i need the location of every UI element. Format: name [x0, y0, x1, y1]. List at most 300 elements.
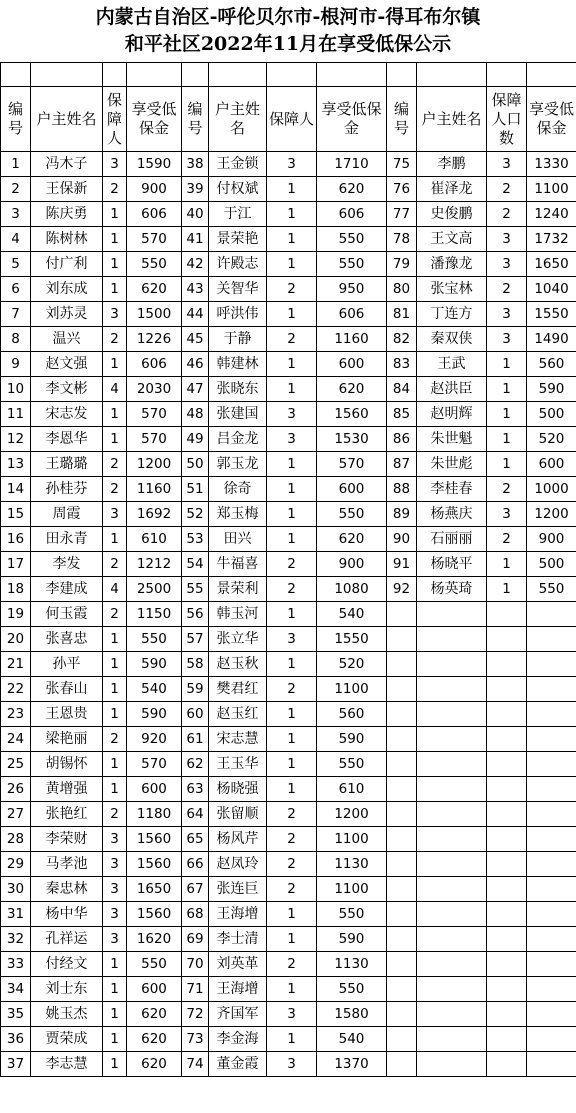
cell-name: 赵凤玲: [209, 852, 267, 877]
cell-name: 张艳红: [31, 802, 103, 827]
cell-amount: 500: [527, 552, 576, 577]
cell-amount: 1692: [127, 502, 182, 527]
cell-name: 秦双侠: [417, 327, 487, 352]
cell-id: 55: [182, 577, 209, 602]
cell-count: 3: [487, 302, 527, 327]
cell-count: [487, 877, 527, 902]
cell-name: 付权斌: [209, 177, 267, 202]
cell-amount: 1590: [127, 152, 182, 177]
table-row: [1, 227, 576, 252]
cell-id: 52: [182, 502, 209, 527]
cell-name: [417, 1027, 487, 1052]
cell-id: [387, 627, 417, 652]
cell-amount: 1550: [527, 302, 576, 327]
cell-name: [417, 877, 487, 902]
cell-count: 1: [267, 352, 317, 377]
cell-amount: 550: [127, 627, 182, 652]
cell-amount: [527, 727, 576, 752]
cell-amount: 1100: [317, 827, 387, 852]
table-row: [1, 827, 576, 852]
cell-name: 陈树林: [31, 227, 103, 252]
cell-count: 1: [103, 277, 127, 302]
cell-name: 李发: [31, 552, 103, 577]
cell-id: [387, 902, 417, 927]
cell-amount: 1160: [127, 477, 182, 502]
cell-amount: 520: [317, 652, 387, 677]
cell-name: 赵文强: [31, 352, 103, 377]
table-row: [1, 152, 576, 177]
cell-amount: 1200: [527, 502, 576, 527]
cell-name: 郭玉龙: [209, 452, 267, 477]
cell-name: [417, 727, 487, 752]
cell-count: 3: [103, 827, 127, 852]
cell-name: 牛福喜: [209, 552, 267, 577]
cell-id: 61: [182, 727, 209, 752]
cell-id: 23: [1, 702, 31, 727]
cell-id: 18: [1, 577, 31, 602]
cell-id: 64: [182, 802, 209, 827]
cell-amount: [527, 702, 576, 727]
cell-amount: 600: [127, 977, 182, 1002]
cell-id: [387, 802, 417, 827]
cell-amount: [527, 827, 576, 852]
cell-name: [417, 602, 487, 627]
table-row: [1, 652, 576, 677]
cell-name: 齐国军: [209, 1002, 267, 1027]
cell-id: [387, 1052, 417, 1077]
cell-count: 2: [267, 827, 317, 852]
cell-count: [487, 652, 527, 677]
cell-name: 赵洪臣: [417, 377, 487, 402]
cell-name: 何玉霞: [31, 602, 103, 627]
cell-amount: 1040: [527, 277, 576, 302]
table-row: [1, 202, 576, 227]
cell-id: 76: [387, 177, 417, 202]
cell-count: [487, 627, 527, 652]
cell-amount: 1100: [317, 677, 387, 702]
cell-id: [387, 752, 417, 777]
cell-amount: 620: [317, 177, 387, 202]
cell-name: 冯木子: [31, 152, 103, 177]
cell-id: 29: [1, 852, 31, 877]
table-row: [1, 302, 576, 327]
cell-amount: [527, 602, 576, 627]
cell-id: 71: [182, 977, 209, 1002]
cell-name: 景荣艳: [209, 227, 267, 252]
cell-count: 1: [487, 402, 527, 427]
cell-id: [387, 927, 417, 952]
cell-count: [487, 1002, 527, 1027]
cell-amount: [527, 802, 576, 827]
cell-name: 孙平: [31, 652, 103, 677]
cell-amount: 540: [317, 602, 387, 627]
cell-name: 王文高: [417, 227, 487, 252]
cell-amount: 1500: [127, 302, 182, 327]
cell-amount: 606: [317, 302, 387, 327]
cell-name: 吕金龙: [209, 427, 267, 452]
cell-name: [417, 927, 487, 952]
cell-name: 李恩华: [31, 427, 103, 452]
header-amount: 享受低保金: [127, 87, 182, 152]
cell-name: [417, 777, 487, 802]
cell-count: [487, 977, 527, 1002]
cell-name: 张喜忠: [31, 627, 103, 652]
table-row: [1, 852, 576, 877]
cell-amount: 1370: [317, 1052, 387, 1077]
cell-name: 关智华: [209, 277, 267, 302]
cell-count: 3: [267, 427, 317, 452]
cell-amount: 550: [317, 252, 387, 277]
cell-amount: 1560: [127, 902, 182, 927]
cell-amount: 550: [127, 952, 182, 977]
cell-name: 樊君红: [209, 677, 267, 702]
cell-name: 刘东成: [31, 277, 103, 302]
cell-name: 杨晓强: [209, 777, 267, 802]
cell-amount: 540: [317, 1027, 387, 1052]
cell-amount: 520: [527, 427, 576, 452]
cell-count: 1: [487, 552, 527, 577]
header-id: 编号: [1, 87, 31, 152]
cell-id: 57: [182, 627, 209, 652]
cell-name: 杨中华: [31, 902, 103, 927]
cell-id: 62: [182, 752, 209, 777]
cell-count: 1: [103, 752, 127, 777]
cell-count: [487, 927, 527, 952]
cell-count: 1: [487, 352, 527, 377]
cell-name: [417, 652, 487, 677]
cell-count: 1: [267, 927, 317, 952]
cell-name: 张宝林: [417, 277, 487, 302]
cell-name: 崔泽龙: [417, 177, 487, 202]
cell-name: 温兴: [31, 327, 103, 352]
cell-amount: 2030: [127, 377, 182, 402]
cell-id: 13: [1, 452, 31, 477]
cell-id: 14: [1, 477, 31, 502]
cell-amount: 550: [317, 227, 387, 252]
cell-id: 3: [1, 202, 31, 227]
cell-amount: 550: [317, 977, 387, 1002]
cell-count: 1: [487, 377, 527, 402]
cell-amount: 900: [527, 527, 576, 552]
cell-count: 4: [103, 577, 127, 602]
cell-name: 付广利: [31, 252, 103, 277]
cell-id: 11: [1, 402, 31, 427]
cell-id: 32: [1, 927, 31, 952]
cell-amount: 500: [527, 402, 576, 427]
cell-name: 徐奇: [209, 477, 267, 502]
cell-amount: 1000: [527, 477, 576, 502]
cell-name: [417, 627, 487, 652]
cell-count: 1: [267, 752, 317, 777]
cell-name: 姚玉杰: [31, 1002, 103, 1027]
cell-amount: 1160: [317, 327, 387, 352]
cell-name: 丁连方: [417, 302, 487, 327]
cell-id: 58: [182, 652, 209, 677]
cell-amount: 590: [127, 652, 182, 677]
cell-amount: 1130: [317, 852, 387, 877]
cell-id: [387, 877, 417, 902]
cell-count: 2: [103, 477, 127, 502]
cell-amount: [527, 1052, 576, 1077]
cell-id: 40: [182, 202, 209, 227]
cell-id: 79: [387, 252, 417, 277]
cell-id: 51: [182, 477, 209, 502]
table-row: [1, 752, 576, 777]
cell-id: [387, 677, 417, 702]
cell-name: 于静: [209, 327, 267, 352]
cell-id: [387, 852, 417, 877]
header-count: 保障人: [267, 87, 317, 152]
cell-id: [387, 727, 417, 752]
cell-id: 42: [182, 252, 209, 277]
cell-amount: 600: [317, 352, 387, 377]
cell-count: 2: [103, 602, 127, 627]
cell-count: [487, 777, 527, 802]
cell-count: [487, 952, 527, 977]
cell-amount: [527, 652, 576, 677]
table-row: [1, 402, 576, 427]
cell-count: [487, 902, 527, 927]
cell-count: 2: [487, 202, 527, 227]
cell-count: 2: [103, 327, 127, 352]
cell-count: 2: [103, 802, 127, 827]
cell-count: 2: [267, 952, 317, 977]
cell-id: 15: [1, 502, 31, 527]
cell-amount: 1710: [317, 152, 387, 177]
table-row: [1, 177, 576, 202]
table-row: [1, 577, 576, 602]
cell-id: 63: [182, 777, 209, 802]
cell-id: 21: [1, 652, 31, 677]
cell-name: 孙桂芬: [31, 477, 103, 502]
cell-id: 6: [1, 277, 31, 302]
cell-amount: 620: [317, 377, 387, 402]
cell-amount: 606: [127, 352, 182, 377]
cell-name: 李鹏: [417, 152, 487, 177]
cell-name: 宋志发: [31, 402, 103, 427]
header-count: 保障人: [103, 87, 127, 152]
cell-name: [417, 702, 487, 727]
cell-id: [387, 1027, 417, 1052]
cell-name: 王武: [417, 352, 487, 377]
cell-count: 2: [267, 327, 317, 352]
cell-amount: 610: [317, 777, 387, 802]
header-name: 户主姓名: [417, 87, 487, 152]
cell-amount: 1100: [527, 177, 576, 202]
cell-amount: 570: [317, 452, 387, 477]
table-row: [1, 377, 576, 402]
cell-count: 3: [487, 227, 527, 252]
cell-amount: [527, 902, 576, 927]
cell-count: 3: [103, 152, 127, 177]
cell-id: 35: [1, 1002, 31, 1027]
cell-count: 1: [267, 377, 317, 402]
cell-amount: 620: [127, 1002, 182, 1027]
cell-amount: 2500: [127, 577, 182, 602]
header-amount: 享受低保金: [527, 87, 576, 152]
cell-name: [417, 752, 487, 777]
cell-amount: [527, 777, 576, 802]
cell-name: 田兴: [209, 527, 267, 552]
cell-id: 22: [1, 677, 31, 702]
cell-id: 72: [182, 1002, 209, 1027]
cell-name: 李建成: [31, 577, 103, 602]
cell-id: 43: [182, 277, 209, 302]
cell-name: 李志慧: [31, 1052, 103, 1077]
header-count: 保障人口数: [487, 87, 527, 152]
cell-amount: 1180: [127, 802, 182, 827]
cell-id: 87: [387, 452, 417, 477]
header-id: 编号: [182, 87, 209, 152]
cell-count: 3: [267, 1052, 317, 1077]
cell-name: 许殿志: [209, 252, 267, 277]
cell-id: [387, 777, 417, 802]
table-row: [1, 927, 576, 952]
table-row: [1, 677, 576, 702]
table-body: [1, 152, 576, 1077]
table-row: [1, 952, 576, 977]
cell-name: [417, 1052, 487, 1077]
cell-count: 3: [487, 502, 527, 527]
cell-id: 41: [182, 227, 209, 252]
cell-name: [417, 1002, 487, 1027]
cell-name: 王保新: [31, 177, 103, 202]
cell-count: 1: [103, 652, 127, 677]
cell-amount: 620: [127, 1027, 182, 1052]
cell-count: 1: [267, 227, 317, 252]
cell-id: 67: [182, 877, 209, 902]
cell-count: 1: [267, 477, 317, 502]
cell-id: 39: [182, 177, 209, 202]
cell-amount: [527, 1027, 576, 1052]
cell-id: 73: [182, 1027, 209, 1052]
cell-name: 刘士东: [31, 977, 103, 1002]
cell-id: [387, 1002, 417, 1027]
table-row: [1, 327, 576, 352]
cell-count: 3: [267, 1002, 317, 1027]
cell-id: [387, 652, 417, 677]
table-row: [1, 502, 576, 527]
cell-id: 33: [1, 952, 31, 977]
cell-amount: [527, 877, 576, 902]
cell-amount: 1650: [127, 877, 182, 902]
cell-count: 1: [103, 1002, 127, 1027]
cell-id: 85: [387, 402, 417, 427]
cell-count: 1: [103, 352, 127, 377]
cell-name: 朱世彪: [417, 452, 487, 477]
cell-name: 韩玉河: [209, 602, 267, 627]
cell-name: 呼洪伟: [209, 302, 267, 327]
header-id: 编号: [387, 87, 417, 152]
cell-name: 王恩贵: [31, 702, 103, 727]
table-row: [1, 552, 576, 577]
cell-count: 1: [267, 902, 317, 927]
table-row: [1, 1002, 576, 1027]
cell-name: 刘苏灵: [31, 302, 103, 327]
cell-amount: 590: [127, 702, 182, 727]
cell-count: 1: [487, 427, 527, 452]
cell-id: 66: [182, 852, 209, 877]
cell-count: 1: [267, 1027, 317, 1052]
cell-count: 1: [267, 502, 317, 527]
cell-count: 3: [487, 152, 527, 177]
cell-amount: 1240: [527, 202, 576, 227]
cell-id: 80: [387, 277, 417, 302]
cell-amount: [527, 977, 576, 1002]
table-row: [1, 1052, 576, 1077]
cell-name: 张立华: [209, 627, 267, 652]
cell-name: 朱世魁: [417, 427, 487, 452]
cell-name: 张建国: [209, 402, 267, 427]
table-row: [1, 352, 576, 377]
cell-id: 83: [387, 352, 417, 377]
cell-name: [417, 852, 487, 877]
cell-count: 2: [487, 477, 527, 502]
table-row: [1, 902, 576, 927]
cell-count: 2: [267, 552, 317, 577]
cell-count: [487, 727, 527, 752]
cell-count: 2: [103, 727, 127, 752]
cell-count: 2: [267, 577, 317, 602]
cell-name: 王海增: [209, 902, 267, 927]
cell-count: 3: [103, 302, 127, 327]
cell-name: [417, 802, 487, 827]
cell-id: 91: [387, 552, 417, 577]
cell-name: 宋志慧: [209, 727, 267, 752]
cell-count: 1: [103, 677, 127, 702]
cell-count: 2: [487, 177, 527, 202]
cell-name: 张晓东: [209, 377, 267, 402]
cell-name: 李桂春: [417, 477, 487, 502]
cell-amount: 1200: [317, 802, 387, 827]
cell-id: 92: [387, 577, 417, 602]
cell-amount: 570: [127, 227, 182, 252]
cell-amount: [527, 1002, 576, 1027]
cell-id: 53: [182, 527, 209, 552]
cell-id: 60: [182, 702, 209, 727]
cell-amount: 550: [317, 502, 387, 527]
cell-count: 1: [487, 452, 527, 477]
cell-amount: 620: [127, 1052, 182, 1077]
cell-id: 28: [1, 827, 31, 852]
cell-id: 88: [387, 477, 417, 502]
cell-amount: 1490: [527, 327, 576, 352]
cell-name: 赵玉秋: [209, 652, 267, 677]
cell-amount: 900: [317, 552, 387, 577]
cell-name: 张春山: [31, 677, 103, 702]
cell-name: 李金海: [209, 1027, 267, 1052]
cell-name: 潘豫龙: [417, 252, 487, 277]
table-row: [1, 702, 576, 727]
cell-name: 郑玉梅: [209, 502, 267, 527]
cell-count: 1: [103, 1052, 127, 1077]
cell-count: 1: [103, 252, 127, 277]
cell-amount: 550: [317, 902, 387, 927]
cell-count: [487, 702, 527, 727]
cell-amount: 570: [127, 402, 182, 427]
table-row: [1, 1027, 576, 1052]
cell-count: [487, 852, 527, 877]
cell-count: [487, 1027, 527, 1052]
cell-amount: 570: [127, 427, 182, 452]
cell-name: 马孝池: [31, 852, 103, 877]
cell-name: 王玉华: [209, 752, 267, 777]
cell-id: 17: [1, 552, 31, 577]
cell-amount: 920: [127, 727, 182, 752]
cell-id: 90: [387, 527, 417, 552]
cell-id: 84: [387, 377, 417, 402]
cell-name: 张留顺: [209, 802, 267, 827]
